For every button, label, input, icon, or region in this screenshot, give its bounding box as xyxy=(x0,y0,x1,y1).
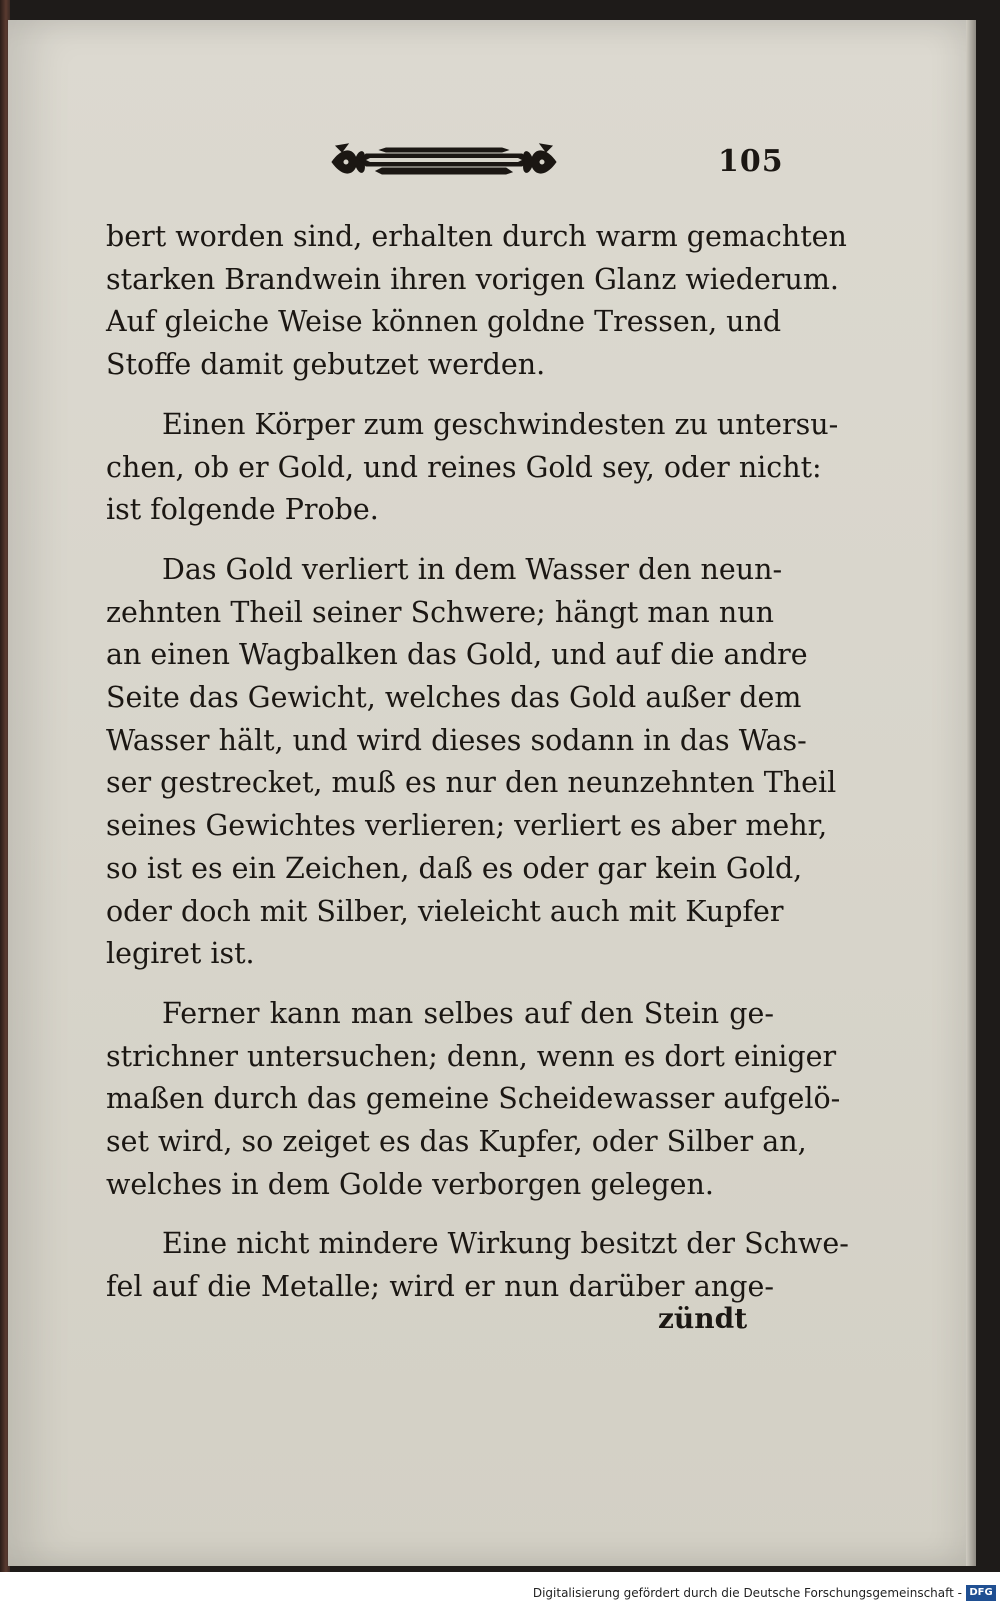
page-edge xyxy=(966,20,976,1566)
text-line: maßen durch das gemeine Scheidewasser aufgelö- xyxy=(106,1082,841,1116)
ornament-vignette-icon xyxy=(326,140,562,184)
text-line: Auf gleiche Weise können goldne Tressen, und xyxy=(106,305,782,339)
page-number: 105 xyxy=(718,144,784,179)
text-line: Wasser hält, und wird dieses sodann in das Was- xyxy=(106,723,807,757)
text-line: legiret ist. xyxy=(106,937,255,971)
paragraph xyxy=(106,216,847,387)
text-line: oder doch mit Silber, vieleicht auch mit Kupfer xyxy=(106,894,784,928)
text-line: strichner untersuchen; denn, wenn es dort einiger xyxy=(106,1039,837,1073)
funding-credit: Digitalisierung gefördert durch die Deutsche Forschungsgemeinschaft - xyxy=(532,1586,962,1600)
text-line: Seite das Gewicht, welches das Gold außer dem xyxy=(106,681,802,715)
paragraph xyxy=(106,993,841,1207)
text-line: Stoffe damit gebutzet werden. xyxy=(106,348,546,382)
paragraph xyxy=(106,549,837,976)
text-line: Einen Körper zum geschwindesten zu untersu- xyxy=(162,407,839,441)
text-line: fel auf die Metalle; wird er nun darüber ange- xyxy=(106,1270,774,1304)
catchword: zündt xyxy=(658,1302,748,1335)
text-line: set wird, so zeiget es das Kupfer, oder Silber an, xyxy=(106,1125,807,1159)
text-line: zehnten Theil seiner Schwere; hängt man nun xyxy=(106,595,774,629)
page-header xyxy=(8,138,976,198)
text-line: ser gestrecket, muß es nur den neunzehnten Theil xyxy=(106,766,837,800)
text-line: welches in dem Golde verborgen gelegen. xyxy=(106,1167,714,1201)
dfg-logo-icon: DFG xyxy=(966,1585,996,1601)
digitization-footer xyxy=(0,1572,1000,1606)
text-line: Das Gold verliert in dem Wasser den neun- xyxy=(162,552,783,586)
text-line: bert worden sind, erhalten durch warm gemachten xyxy=(106,220,847,253)
text-line: seines Gewichtes verlieren; verliert es aber mehr, xyxy=(106,809,828,843)
text-line: Eine nicht mindere Wirkung besitzt der Schwe- xyxy=(162,1227,849,1261)
text-line: Ferner kann man selbes auf den Stein ge- xyxy=(162,996,774,1030)
text-line: so ist es ein Zeichen, daß es oder gar kein Gold, xyxy=(106,851,803,885)
book-page xyxy=(8,20,976,1566)
paragraph xyxy=(106,1223,849,1308)
paragraph xyxy=(106,404,839,532)
text-line: an einen Wagbalken das Gold, und auf die andre xyxy=(106,638,808,672)
text-line: starken Brandwein ihren vorigen Glanz wiederum. xyxy=(106,262,839,296)
text-line: ist folgende Probe. xyxy=(106,493,379,527)
text-line: chen, ob er Gold, und reines Gold sey, oder nicht: xyxy=(106,450,822,484)
body-text xyxy=(106,216,849,1326)
